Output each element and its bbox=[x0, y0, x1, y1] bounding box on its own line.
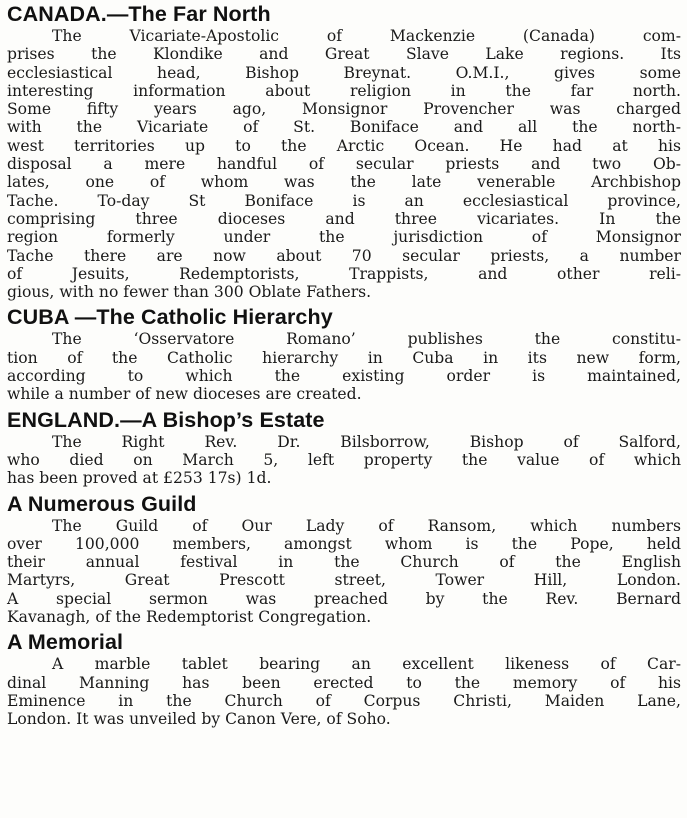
text-line: The Guild of Our Lady of Ransom, which numbers bbox=[52, 516, 681, 535]
text-line: over 100,000 members, amongst whom is the Pope, held bbox=[7, 534, 681, 553]
text-line: The Right Rev. Dr. Bilsborrow, Bishop of Salford, bbox=[52, 432, 681, 451]
body-england bbox=[7, 433, 681, 488]
body-guild bbox=[7, 517, 681, 627]
text-line: dinal Manning has been erected to the memory of his bbox=[7, 673, 681, 692]
text-line: their annual festival in the Church of the English bbox=[7, 553, 681, 572]
text-line: gious, with no fewer than 300 Oblate Fathers. bbox=[7, 283, 372, 302]
text-line: Some fifty years ago, Monsignor Provencher was charged bbox=[7, 100, 681, 119]
headline-canada: CANADA.—The Far North bbox=[7, 2, 271, 26]
body-memorial bbox=[7, 655, 681, 728]
text-line: Martyrs, Great Prescott street, Tower Hill, London. bbox=[7, 571, 681, 590]
body-canada bbox=[7, 27, 681, 301]
text-line: disposal a mere handful of secular priests and two Ob- bbox=[7, 155, 681, 174]
text-line: Tache. To-day St Boniface is an ecclesiastical province, bbox=[7, 191, 681, 210]
text-line: lates, one of whom was the late venerable Archbishop bbox=[7, 173, 681, 192]
text-line: prises the Klondike and Great Slave Lake regions. Its bbox=[7, 45, 681, 64]
headline-memorial: A Memorial bbox=[7, 630, 124, 655]
text-line: The Vicariate-Apostolic of Mackenzie (Canada) com- bbox=[52, 27, 681, 45]
text-line: interesting information about religion in the far north. bbox=[7, 81, 681, 100]
text-line: who died on March 5, left property the value of which bbox=[7, 450, 681, 469]
text-line: Kavanagh, of the Redemptorist Congregation. bbox=[7, 608, 372, 627]
text-line: west territories up to the Arctic Ocean. He had at his bbox=[7, 136, 681, 155]
text-line: Eminence in the Church of Corpus Christi, Maiden Lane, bbox=[7, 691, 681, 710]
text-line: has been proved at £253 17s) 1d. bbox=[7, 469, 272, 488]
text-line: A special sermon was preached by the Rev. Bernard bbox=[7, 589, 681, 608]
text-line: A marble tablet bearing an excellent likeness of Car- bbox=[52, 655, 681, 674]
text-line: London. It was unveiled by Canon Vere, of Soho. bbox=[7, 710, 391, 729]
text-line: with the Vicariate of St. Boniface and all the north- bbox=[7, 118, 681, 137]
body-cuba bbox=[7, 330, 681, 403]
headline-england: ENGLAND.—A Bishop’s Estate bbox=[7, 407, 325, 432]
text-line: of Jesuits, Redemptorists, Trappists, and other reli- bbox=[7, 264, 681, 283]
text-line: The ‘Osservatore Romano’ publishes the constitu- bbox=[52, 330, 681, 349]
text-line: according to which the existing order is maintained, bbox=[7, 367, 681, 386]
article-memorial bbox=[7, 630, 681, 728]
text-line: ecclesiastical head, Bishop Breynat. O.M.I., gives some bbox=[7, 63, 681, 82]
headline-guild: A Numerous Guild bbox=[7, 491, 197, 516]
text-line: while a number of new dioceses are created. bbox=[7, 385, 362, 404]
text-line: comprising three dioceses and three vicariates. In the bbox=[7, 209, 681, 228]
text-line: Tache there are now about 70 secular priests, a number bbox=[7, 246, 681, 265]
headline-cuba: CUBA —The Catholic Hierarchy bbox=[7, 305, 333, 330]
article-cuba bbox=[7, 305, 681, 403]
article-england bbox=[7, 408, 681, 488]
text-line: tion of the Catholic hierarchy in Cuba in its new form, bbox=[7, 348, 681, 367]
article-canada bbox=[7, 2, 681, 301]
text-line: region formerly under the jurisdiction of Monsignor bbox=[7, 228, 681, 247]
article-guild bbox=[7, 492, 681, 627]
